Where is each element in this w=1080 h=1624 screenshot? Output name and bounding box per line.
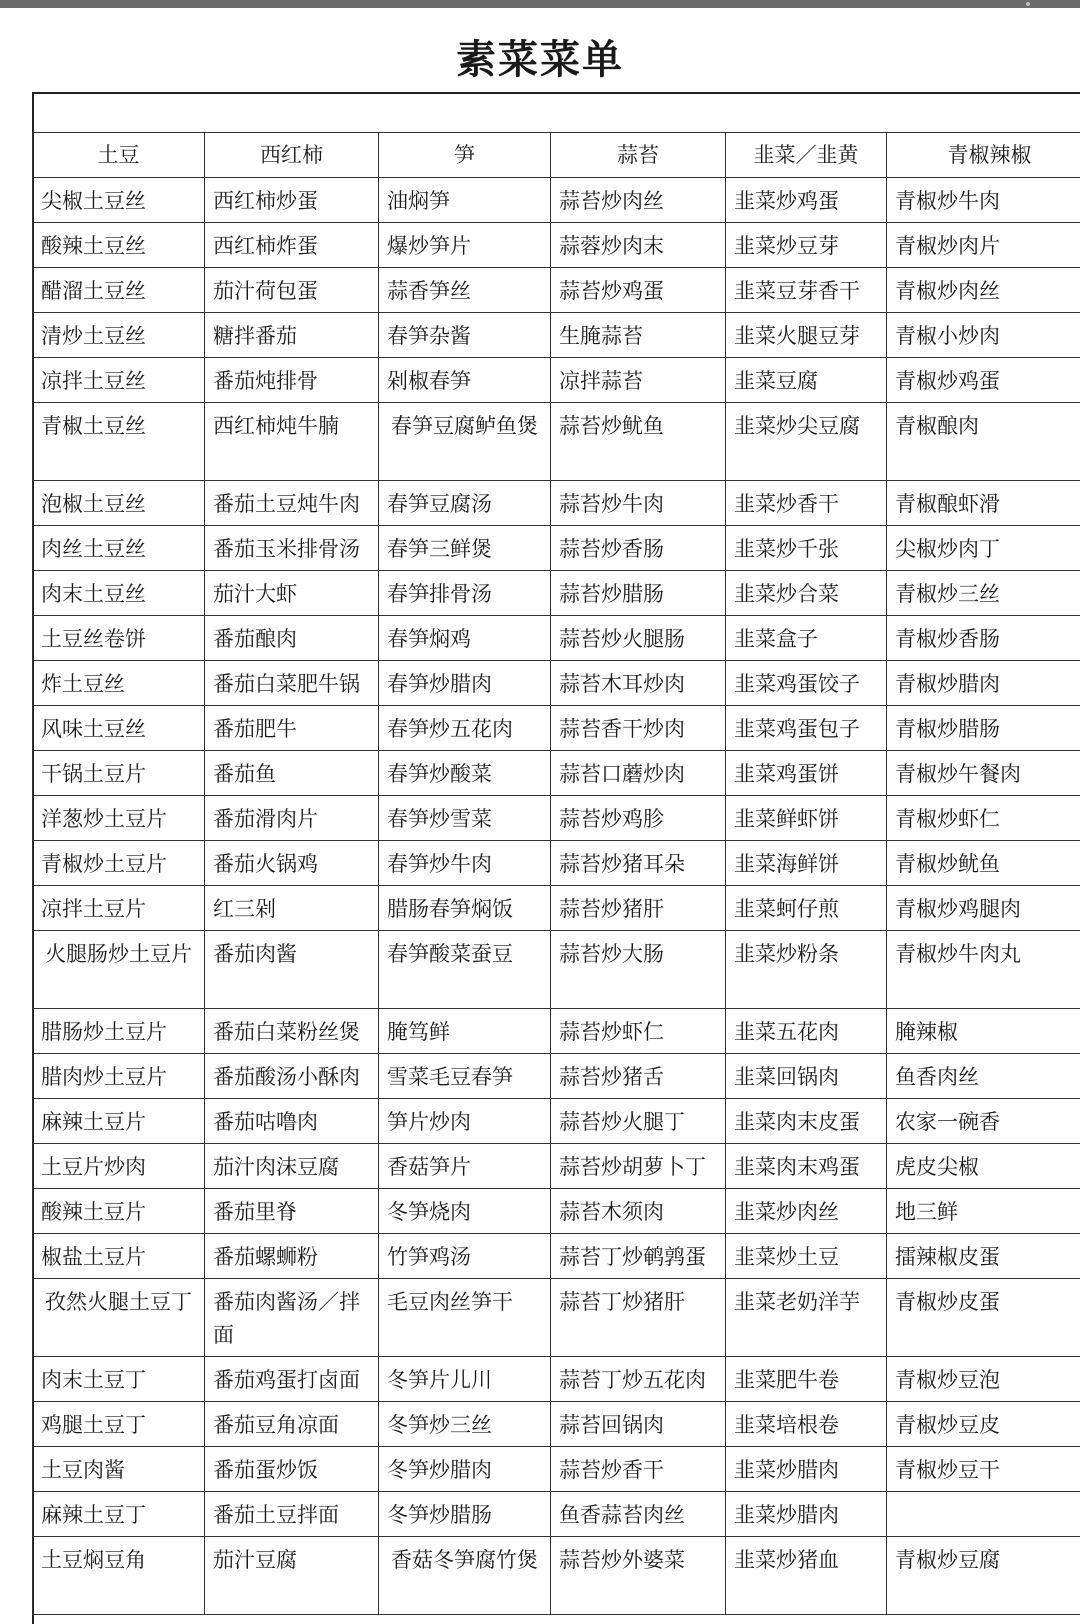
column-header: 笋: [379, 133, 551, 178]
table-row: [33, 1537, 1080, 1615]
table-row: [33, 571, 1080, 616]
menu-cell: 韭菜炒香干: [726, 481, 887, 526]
menu-cell: 韭菜肉末皮蛋: [726, 1099, 887, 1144]
menu-cell: 番茄肉酱汤／拌面: [205, 1279, 379, 1357]
table-row: [33, 1054, 1080, 1099]
menu-cell: 西红柿炒蛋: [205, 178, 379, 223]
table-row: [33, 1402, 1080, 1447]
menu-cell: 香菇笋片: [379, 1144, 551, 1189]
menu-cell: 青椒炒豆皮: [887, 1402, 1080, 1447]
menu-cell: 蒜苔炒火腿肠: [551, 616, 726, 661]
menu-cell: 生腌蒜苔: [551, 313, 726, 358]
table-row: [33, 1099, 1080, 1144]
menu-cell: 青椒炒腊肠: [887, 706, 1080, 751]
menu-cell: 肉末土豆丁: [33, 1357, 205, 1402]
table-row: [33, 886, 1080, 931]
menu-cell: 西红柿炸蛋: [205, 223, 379, 268]
menu-cell: 番茄白菜肥牛锅: [205, 661, 379, 706]
menu-cell: 青椒炒豆干: [887, 1447, 1080, 1492]
table-row: [33, 616, 1080, 661]
menu-cell: 尖椒炒肉丁: [887, 526, 1080, 571]
menu-cell: 凉拌土豆片: [33, 886, 205, 931]
status-dot-icon: [1026, 2, 1030, 6]
menu-cell: 蒜香笋丝: [379, 268, 551, 313]
table-row: [33, 661, 1080, 706]
menu-cell: 韭菜蚵仔煎: [726, 886, 887, 931]
menu-cell: 蒜苔炒肉丝: [551, 178, 726, 223]
menu-cell: 冬笋炒腊肠: [379, 1492, 551, 1537]
menu-cell: 青椒炒牛肉丸: [887, 931, 1080, 1009]
menu-cell: 蒜苔炒胡萝卜丁: [551, 1144, 726, 1189]
menu-cell: 春笋豆腐汤: [379, 481, 551, 526]
menu-cell: 春笋焖鸡: [379, 616, 551, 661]
menu-cell: 蒜苔炒火腿丁: [551, 1099, 726, 1144]
menu-cell: 青椒炒肉片: [887, 223, 1080, 268]
menu-cell: 擂辣椒皮蛋: [887, 1234, 1080, 1279]
table-row: [33, 1492, 1080, 1537]
menu-cell: 番茄肉酱: [205, 931, 379, 1009]
menu-cell: 韭菜豆芽香干: [726, 268, 887, 313]
menu-cell: 番茄土豆拌面: [205, 1492, 379, 1537]
menu-cell: 韭菜炒千张: [726, 526, 887, 571]
menu-cell: 尖椒土豆丝: [33, 178, 205, 223]
menu-cell: 农家一碗香: [887, 1099, 1080, 1144]
menu-cell: 腌笃鲜: [379, 1009, 551, 1054]
menu-cell: 番茄玉米排骨汤: [205, 526, 379, 571]
menu-cell: 青椒炒香肠: [887, 616, 1080, 661]
menu-cell: 土豆肉酱: [33, 1447, 205, 1492]
menu-cell: 鱼香蒜苔肉丝: [551, 1492, 726, 1537]
menu-cell: 凉拌土豆丝: [33, 358, 205, 403]
menu-cell: 青椒炒牛肉: [887, 178, 1080, 223]
menu-cell: 蒜苔炒虾仁: [551, 1009, 726, 1054]
menu-cell: 孜然火腿土豆丁: [33, 1279, 205, 1357]
header-row: [33, 133, 1080, 178]
menu-cell: 火腿肠炒土豆片: [33, 931, 205, 1009]
menu-cell: 青椒土豆丝: [33, 403, 205, 481]
menu-cell: 蒜苔炒香干: [551, 1447, 726, 1492]
menu-cell: 春笋三鲜煲: [379, 526, 551, 571]
menu-cell: 韭菜炒土豆: [726, 1234, 887, 1279]
menu-cell: 蒜苔炒牛肉: [551, 481, 726, 526]
table-row: [33, 526, 1080, 571]
menu-cell: 油焖笋: [379, 178, 551, 223]
menu-cell: 韭菜海鲜饼: [726, 841, 887, 886]
menu-cell: 番茄肥牛: [205, 706, 379, 751]
menu-cell: 番茄酸汤小酥肉: [205, 1054, 379, 1099]
menu-cell: 肉丝土豆丝: [33, 526, 205, 571]
table-row: [33, 1144, 1080, 1189]
table-row: [33, 358, 1080, 403]
column-header: 西红柿: [205, 133, 379, 178]
menu-cell: 番茄炖排骨: [205, 358, 379, 403]
menu-cell: 韭菜盒子: [726, 616, 887, 661]
menu-cell: 蒜苔炒猪舌: [551, 1054, 726, 1099]
menu-cell: 泡椒土豆丝: [33, 481, 205, 526]
menu-cell: 西红柿炖牛腩: [205, 403, 379, 481]
menu-cell: 韭菜五花肉: [726, 1009, 887, 1054]
menu-cell: 春笋炒五花肉: [379, 706, 551, 751]
table-row: [33, 403, 1080, 481]
menu-cell: 冬笋烧肉: [379, 1189, 551, 1234]
menu-cell: 蒜苔炒香肠: [551, 526, 726, 571]
menu-cell: 青椒炒腊肉: [887, 661, 1080, 706]
column-header: 土豆: [33, 133, 205, 178]
menu-cell: 韭菜肥牛卷: [726, 1357, 887, 1402]
menu-cell: 韭菜回锅肉: [726, 1054, 887, 1099]
menu-cell: 韭菜炒豆芽: [726, 223, 887, 268]
menu-cell: 春笋杂酱: [379, 313, 551, 358]
menu-cell: 春笋排骨汤: [379, 571, 551, 616]
table-row: [33, 1009, 1080, 1054]
menu-cell: 韭菜老奶洋芋: [726, 1279, 887, 1357]
menu-cell: [887, 1492, 1080, 1537]
menu-cell: 番茄螺蛳粉: [205, 1234, 379, 1279]
menu-cell: 凉拌蒜苔: [551, 358, 726, 403]
blank-header-row: [32, 92, 1080, 132]
menu-cell: 爆炒笋片: [379, 223, 551, 268]
menu-cell: 麻辣土豆片: [33, 1099, 205, 1144]
menu-cell: 土豆片炒肉: [33, 1144, 205, 1189]
column-header: 蒜苔: [551, 133, 726, 178]
menu-cell: 土豆丝卷饼: [33, 616, 205, 661]
menu-cell: 茄汁大虾: [205, 571, 379, 616]
menu-cell: 酸辣土豆片: [33, 1189, 205, 1234]
menu-cell: 蒜苔丁炒鹌鹑蛋: [551, 1234, 726, 1279]
menu-cell: 蒜苔炒鸡蛋: [551, 268, 726, 313]
menu-cell: 青椒炒鱿鱼: [887, 841, 1080, 886]
menu-cell: 椒盐土豆片: [33, 1234, 205, 1279]
table-row: [33, 1189, 1080, 1234]
menu-cell: 蒜苔丁炒猪肝: [551, 1279, 726, 1357]
menu-cell: 剁椒春笋: [379, 358, 551, 403]
menu-cell: 冬笋片儿川: [379, 1357, 551, 1402]
page-title: 素菜菜单: [0, 28, 1080, 85]
menu-cell: 春笋炒雪菜: [379, 796, 551, 841]
menu-cell: 风味土豆丝: [33, 706, 205, 751]
menu-cell: 青椒炒皮蛋: [887, 1279, 1080, 1357]
top-status-bar: [0, 0, 1080, 8]
table-row: [33, 931, 1080, 1009]
menu-cell: 腊肉炒土豆片: [33, 1054, 205, 1099]
menu-cell: 蒜苔炒猪肝: [551, 886, 726, 931]
menu-cell: 腌辣椒: [887, 1009, 1080, 1054]
menu-cell: 番茄里脊: [205, 1189, 379, 1234]
menu-cell: 青椒炒豆腐: [887, 1537, 1080, 1615]
menu-cell: 蒜苔炒腊肠: [551, 571, 726, 616]
menu-cell: 青椒炒肉丝: [887, 268, 1080, 313]
menu-cell: 青椒酿肉: [887, 403, 1080, 481]
menu-cell: 春笋炒酸菜: [379, 751, 551, 796]
menu-cell: 番茄酿肉: [205, 616, 379, 661]
menu-cell: 虎皮尖椒: [887, 1144, 1080, 1189]
menu-cell: 腊肠春笋焖饭: [379, 886, 551, 931]
menu-cell: 青椒炒豆泡: [887, 1357, 1080, 1402]
menu-cell: 青椒小炒肉: [887, 313, 1080, 358]
menu-cell: 青椒炒午餐肉: [887, 751, 1080, 796]
menu-cell: 青椒炒鸡腿肉: [887, 886, 1080, 931]
menu-cell: 韭菜炒腊肉: [726, 1492, 887, 1537]
menu-cell: 青椒炒土豆片: [33, 841, 205, 886]
menu-cell: 韭菜火腿豆芽: [726, 313, 887, 358]
menu-cell: 青椒炒鸡蛋: [887, 358, 1080, 403]
menu-cell: 肉末土豆丝: [33, 571, 205, 616]
menu-cell: 冬笋炒三丝: [379, 1402, 551, 1447]
menu-cell: 蒜苔炒鸡胗: [551, 796, 726, 841]
table-row: [33, 1357, 1080, 1402]
menu-cell: 茄汁肉沫豆腐: [205, 1144, 379, 1189]
menu-cell: 麻辣土豆丁: [33, 1492, 205, 1537]
table-row: [33, 1447, 1080, 1492]
menu-cell: 蒜苔口蘑炒肉: [551, 751, 726, 796]
menu-cell: 番茄土豆炖牛肉: [205, 481, 379, 526]
menu-cell: 韭菜鸡蛋饼: [726, 751, 887, 796]
menu-cell: 番茄咕噜肉: [205, 1099, 379, 1144]
menu-cell: 番茄鱼: [205, 751, 379, 796]
menu-cell: 春笋炒腊肉: [379, 661, 551, 706]
menu-cell: 蒜苔木耳炒肉: [551, 661, 726, 706]
menu-cell: 韭菜炒肉丝: [726, 1189, 887, 1234]
menu-cell: 番茄鸡蛋打卤面: [205, 1357, 379, 1402]
menu-cell: 毛豆肉丝笋干: [379, 1279, 551, 1357]
table-row: [33, 706, 1080, 751]
menu-cell: 蒜苔木须肉: [551, 1189, 726, 1234]
menu-body: [33, 178, 1080, 1615]
menu-cell: 韭菜鸡蛋饺子: [726, 661, 887, 706]
menu-cell: 香菇冬笋腐竹煲: [379, 1537, 551, 1615]
table-row: [33, 1234, 1080, 1279]
menu-cell: 冬笋炒腊肉: [379, 1447, 551, 1492]
menu-table: [32, 132, 1080, 1615]
menu-cell: 笋片炒肉: [379, 1099, 551, 1144]
menu-cell: 韭菜炒尖豆腐: [726, 403, 887, 481]
menu-cell: 韭菜培根卷: [726, 1402, 887, 1447]
menu-cell: 土豆焖豆角: [33, 1537, 205, 1615]
menu-cell: 鸡腿土豆丁: [33, 1402, 205, 1447]
menu-cell: 蒜苔香干炒肉: [551, 706, 726, 751]
menu-cell: 番茄豆角凉面: [205, 1402, 379, 1447]
menu-cell: 韭菜炒鸡蛋: [726, 178, 887, 223]
menu-cell: 春笋酸菜蚕豆: [379, 931, 551, 1009]
menu-cell: 炸土豆丝: [33, 661, 205, 706]
menu-cell: 青椒炒虾仁: [887, 796, 1080, 841]
menu-cell: 醋溜土豆丝: [33, 268, 205, 313]
menu-cell: 蒜苔炒外婆菜: [551, 1537, 726, 1615]
menu-cell: 酸辣土豆丝: [33, 223, 205, 268]
menu-cell: 茄汁荷包蛋: [205, 268, 379, 313]
menu-cell: 春笋炒牛肉: [379, 841, 551, 886]
table-row: [33, 841, 1080, 886]
menu-cell: 蒜蓉炒肉末: [551, 223, 726, 268]
menu-cell: 干锅土豆片: [33, 751, 205, 796]
table-row: [33, 796, 1080, 841]
menu-cell: 韭菜鲜虾饼: [726, 796, 887, 841]
menu-cell: 番茄白菜粉丝煲: [205, 1009, 379, 1054]
table-row: [33, 1279, 1080, 1357]
menu-cell: 蒜苔炒大肠: [551, 931, 726, 1009]
menu-cell: 韭菜炒腊肉: [726, 1447, 887, 1492]
table-row: [33, 481, 1080, 526]
menu-cell: 清炒土豆丝: [33, 313, 205, 358]
table-row: [33, 223, 1080, 268]
menu-cell: 腊肠炒土豆片: [33, 1009, 205, 1054]
menu-cell: 番茄蛋炒饭: [205, 1447, 379, 1492]
menu-cell: 红三剁: [205, 886, 379, 931]
menu-cell: 地三鲜: [887, 1189, 1080, 1234]
table-row: [33, 751, 1080, 796]
table-row: [33, 313, 1080, 358]
menu-cell: 茄汁豆腐: [205, 1537, 379, 1615]
menu-cell: 韭菜肉末鸡蛋: [726, 1144, 887, 1189]
menu-cell: 韭菜鸡蛋包子: [726, 706, 887, 751]
column-header: 青椒辣椒: [887, 133, 1080, 178]
menu-cell: 韭菜炒合菜: [726, 571, 887, 616]
menu-cell: 竹笋鸡汤: [379, 1234, 551, 1279]
menu-cell: 韭菜炒粉条: [726, 931, 887, 1009]
menu-cell: 蒜苔炒猪耳朵: [551, 841, 726, 886]
menu-cell: 番茄火锅鸡: [205, 841, 379, 886]
column-header: 韭菜／韭黄: [726, 133, 887, 178]
menu-cell: 春笋豆腐鲈鱼煲: [379, 403, 551, 481]
table-row: [33, 178, 1080, 223]
menu-cell: 韭菜豆腐: [726, 358, 887, 403]
menu-cell: 蒜苔炒鱿鱼: [551, 403, 726, 481]
menu-cell: 蒜苔丁炒五花肉: [551, 1357, 726, 1402]
menu-cell: 鱼香肉丝: [887, 1054, 1080, 1099]
menu-cell: 青椒酿虾滑: [887, 481, 1080, 526]
menu-cell: 雪菜毛豆春笋: [379, 1054, 551, 1099]
menu-cell: 韭菜炒猪血: [726, 1537, 887, 1615]
menu-cell: 洋葱炒土豆片: [33, 796, 205, 841]
table-row: [33, 268, 1080, 313]
menu-cell: 蒜苔回锅肉: [551, 1402, 726, 1447]
menu-cell: 番茄滑肉片: [205, 796, 379, 841]
menu-cell: 青椒炒三丝: [887, 571, 1080, 616]
menu-cell: 糖拌番茄: [205, 313, 379, 358]
